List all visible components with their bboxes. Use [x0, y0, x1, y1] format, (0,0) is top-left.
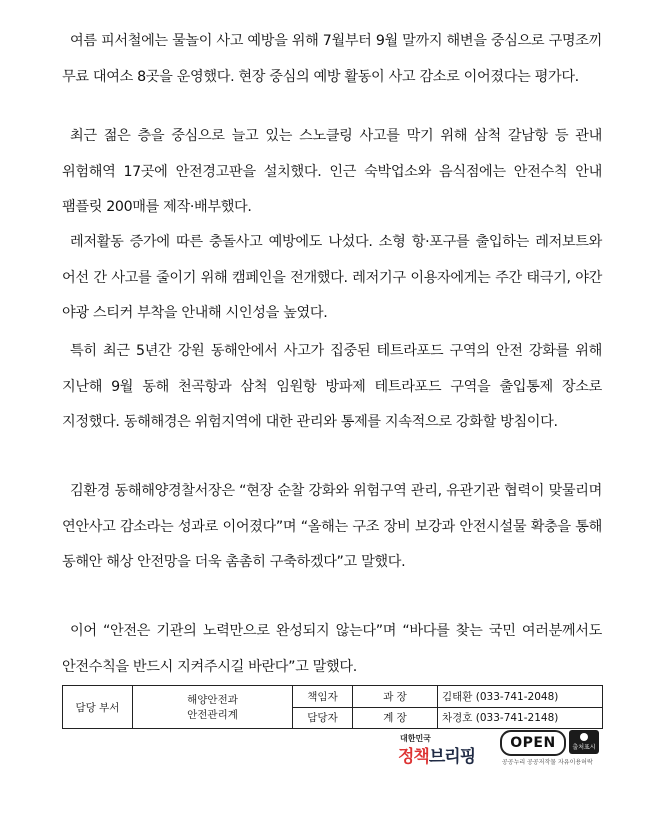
title-cell: 과 장	[353, 686, 438, 708]
paragraph-4: 특히 최근 5년간 강원 동해안에서 사고가 집중된 테트라포드 구역의 안전 강화를 위해 지난해 9월 동해 천곡항과 삼척 임원항 방파제 테트라포드 구역을 출입통제 장소로 지정했다. 동해해경은 위험지역에 대한 관리와 통제를 지속적으로 강화할 방침이다.	[62, 343, 602, 430]
kogl-open-logo	[500, 730, 604, 768]
policy-briefing-logo	[398, 733, 490, 767]
briefing-part2: 브리핑	[428, 747, 476, 767]
briefing-part1: 정책	[398, 747, 429, 767]
paragraph-1: 여름 피서철에는 물놀이 사고 예방을 위해 7월부터 9월 말까지 해변을 중심으로 구명조끼 무료 대여소 8곳을 운영했다. 현장 중심의 예방 활동이 사고 감소로 이어졌다는 평가다.	[62, 33, 602, 85]
role-cell: 담당자	[293, 707, 353, 729]
dept-label: 담당 부서	[63, 686, 133, 729]
title-cell: 계 장	[353, 707, 438, 729]
paragraph-5: 김환경 동해해양경찰서장은 “현장 순찰 강화와 위험구역 관리, 유관기관 협력이 맞물리며 연안사고 감소라는 성과로 이어졌다”며 “올해는 구조 장비 보강과 안전시설물 확충을 통해 동해안 해상 안전망을 더욱 촘촘히 구축하겠다”고 말했다.	[62, 483, 602, 570]
contact-table	[62, 685, 603, 729]
dept-name-line2: 안전관리계	[187, 709, 238, 721]
paragraph-2: 최근 젊은 층을 중심으로 늘고 있는 스노클링 사고를 막기 위해 삼척 갈남항 등 관내 위험해역 17곳에 안전경고판을 설치했다. 인근 숙박업소와 음식점에는 안전수칙 안내 팸플릿 200매를 제작·배부했다.	[62, 128, 602, 215]
briefing-small-text: 대한민국	[400, 734, 431, 743]
paragraph-6: 이어 “안전은 기관의 노력만으로 완성되지 않는다”며 “바다를 찾는 국민 여러분께서도 안전수칙을 반드시 지켜주시길 바란다”고 말했다.	[62, 623, 602, 675]
paragraph-3: 레저활동 증가에 따른 충돌사고 예방에도 나섰다. 소형 항·포구를 출입하는 레저보트와 어선 간 사고를 줄이기 위해 캠페인을 전개했다. 레저기구 이용자에게는 주간 태극기, 야간 야광 스티커 부착을 안내해 시인성을 높였다.	[62, 234, 602, 321]
contact-row	[63, 686, 603, 708]
dept-name	[133, 686, 293, 729]
person-icon	[580, 733, 588, 741]
person-cell: 김태환 (033-741-2048)	[438, 686, 603, 708]
footer-logos	[0, 733, 658, 793]
attribution-badge-text: 출처표시	[572, 744, 596, 751]
person-cell: 차경호 (033-741-2148)	[438, 707, 603, 729]
briefing-main-text	[398, 742, 475, 767]
attribution-badge	[569, 730, 599, 754]
open-text: OPEN	[500, 730, 566, 756]
dept-name-line1: 해양안전과	[187, 694, 238, 706]
open-subtext: 공공누리 공공저작물 자유이용허락	[502, 759, 593, 766]
role-cell: 책임자	[293, 686, 353, 708]
